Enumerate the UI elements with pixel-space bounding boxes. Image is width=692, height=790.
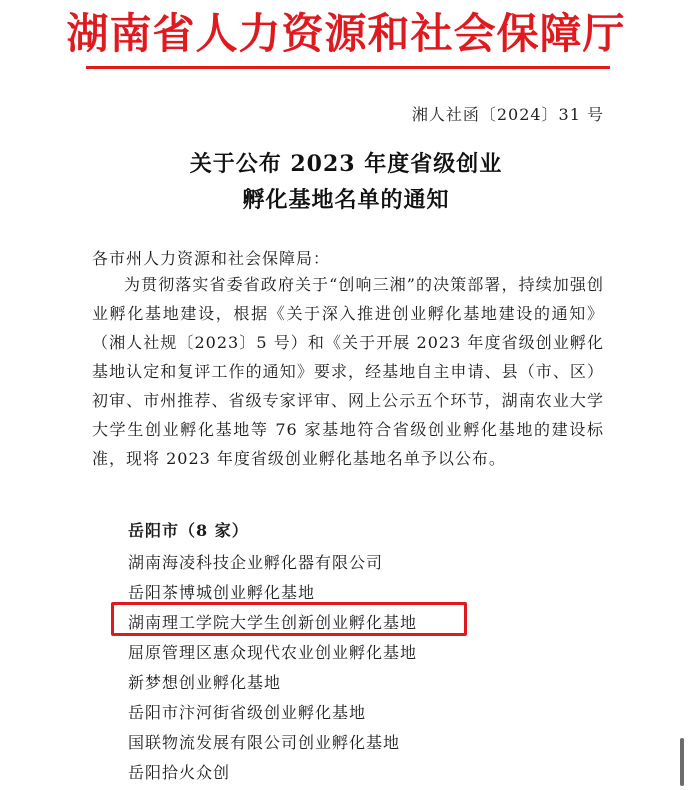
- list-item: 岳阳市汴河街省级创业孵化基地: [128, 703, 367, 722]
- list-item: 湖南海凌科技企业孵化器有限公司: [128, 553, 384, 572]
- list-item: 岳阳茶博城创业孵化基地: [128, 583, 316, 602]
- salutation: 各市州人力资源和社会保障局：: [92, 249, 331, 268]
- title-line-2: 孵化基地名单的通知: [242, 187, 450, 213]
- list-item: 屈原管理区惠众现代农业创业孵化基地: [128, 643, 418, 662]
- document-title: [0, 146, 692, 218]
- list-item: 国联物流发展有限公司创业孵化基地: [128, 733, 401, 752]
- title-line-1: 关于公布 2023 年度省级创业: [189, 151, 503, 177]
- incubator-list: [128, 516, 417, 788]
- document-number: 湘人社函〔2024〕31 号: [411, 105, 604, 124]
- list-item-highlighted: 湖南理工学院大学生创新创业孵化基地: [128, 613, 418, 632]
- body-paragraph: 为贯彻落实省委省政府关于“创响三湘”的决策部署，持续加强创业孵化基地建设，根据《关于深入推进创业孵化基地建设的通知》（湘人社规〔2023〕5 号）和《关于开展 2023 年度省级创业孵化基地认定和复评工作的通知》要求，经基地自主申请、县（市、区）初审、市州推荐、省级专家评审、网上公示五个环节，湖南农业大学大学生创业孵化基地等 76 家基地符合省级创业孵化基地的建设标准，现将 2023 年度省级创业孵化基地名单予以公布。: [92, 275, 604, 468]
- highlight-annotation-box: [111, 602, 467, 636]
- list-item: 岳阳拾火众创: [128, 763, 231, 782]
- masthead-org-name: 湖南省人力资源和社会保障厅: [66, 9, 626, 58]
- vertical-scrollbar[interactable]: [680, 738, 684, 786]
- list-item: 新梦想创业孵化基地: [128, 673, 282, 692]
- list-heading-yueyang: 岳阳市（8 家）: [128, 521, 249, 540]
- masthead-red-rule: [86, 66, 610, 69]
